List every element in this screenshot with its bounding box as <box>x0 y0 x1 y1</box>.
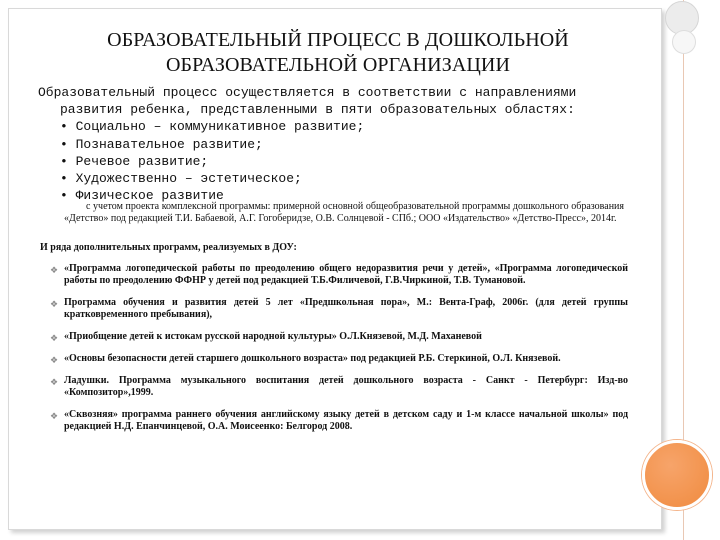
diamond-bullet-icon: ❖ <box>50 355 59 365</box>
program-item <box>52 409 628 433</box>
lead-line-1: Образовательный процесс осуществляется в соответствии с направлениями <box>38 85 577 100</box>
area-item: • Художественно – эстетическое; <box>60 171 302 187</box>
decorative-circle-orange <box>642 440 712 510</box>
program-item <box>52 263 628 287</box>
programs-intro: И ряда дополнительных программ, реализуемых в ДОУ: <box>40 242 297 253</box>
diamond-bullet-icon: ❖ <box>50 265 59 275</box>
diamond-bullet-icon: ❖ <box>50 377 59 387</box>
source-note-text: с учетом проекта комплексной программы: примерной основной общеобразовательной программы дошкольного образования «Детство» под редакцией Т.И. Бабаевой, А.Г. Гогоберидзе, О.В. Солнцевой - СПб.; ООО «Издательство» «Детство-Пресс», 2014г. <box>64 201 624 224</box>
main-text <box>38 84 638 204</box>
decorative-circle-small <box>672 30 696 54</box>
program-item <box>52 297 628 321</box>
program-text: «Программа логопедической работы по преодолению общего недоразвития речи у детей», «Программа логопедической работы по преодолению ФФНР у детей под редакцией Т.Б.Филичевой, Г.В.Чиркиной, Т.В. Тумановой. <box>64 263 628 286</box>
program-text: «Приобщение детей к истокам русской народной культуры» О.Л.Князевой, М.Д. Маханевой <box>64 331 482 342</box>
area-item: • Физическое развитие <box>60 188 224 204</box>
program-item <box>52 375 628 399</box>
area-item: • Социально – коммуникативное развитие; <box>60 119 365 135</box>
diamond-bullet-icon: ❖ <box>50 299 59 309</box>
program-text: Программа обучения и развития детей 5 лет «Предшкольная пора», М.: Вента-Граф, 2006г. (для детей группы кратковременного пребывания), <box>64 297 628 320</box>
diamond-bullet-icon: ❖ <box>50 411 59 421</box>
lead-line-2: развития ребенка, представленными в пяти образовательных областях: <box>60 102 575 118</box>
diamond-bullet-icon: ❖ <box>50 333 59 343</box>
program-text: «Основы безопасности детей старшего дошкольного возраста» под редакцией Р.Б. Стеркиной, О.Л. Князевой. <box>64 353 561 364</box>
area-item: • Познавательное развитие; <box>60 136 263 152</box>
program-item <box>52 331 628 343</box>
program-text: «Сквозняя» программа раннего обучения английскому языку детей в детском саду и 1-м классе начальной школы» под редакцией Н.Д. Епанчинцевой, О.А. Моисеенко: Белгород 2008. <box>64 409 628 432</box>
area-item: • Речевое развитие; <box>60 153 209 169</box>
slide-title: ОБРАЗОВАТЕЛЬНЫЙ ПРОЦЕСС В ДОШКОЛЬНОЙ ОБРАЗОВАТЕЛЬНОЙ ОРГАНИЗАЦИИ <box>107 29 569 76</box>
areas-list <box>38 118 638 204</box>
program-item <box>52 353 628 365</box>
programs-list <box>52 263 628 433</box>
source-note <box>64 201 624 225</box>
program-text: Ладушки. Программа музыкального воспитания детей дошкольного возраста - Санкт - Петербург: Изд-во «Композитор»,1999. <box>64 375 628 398</box>
